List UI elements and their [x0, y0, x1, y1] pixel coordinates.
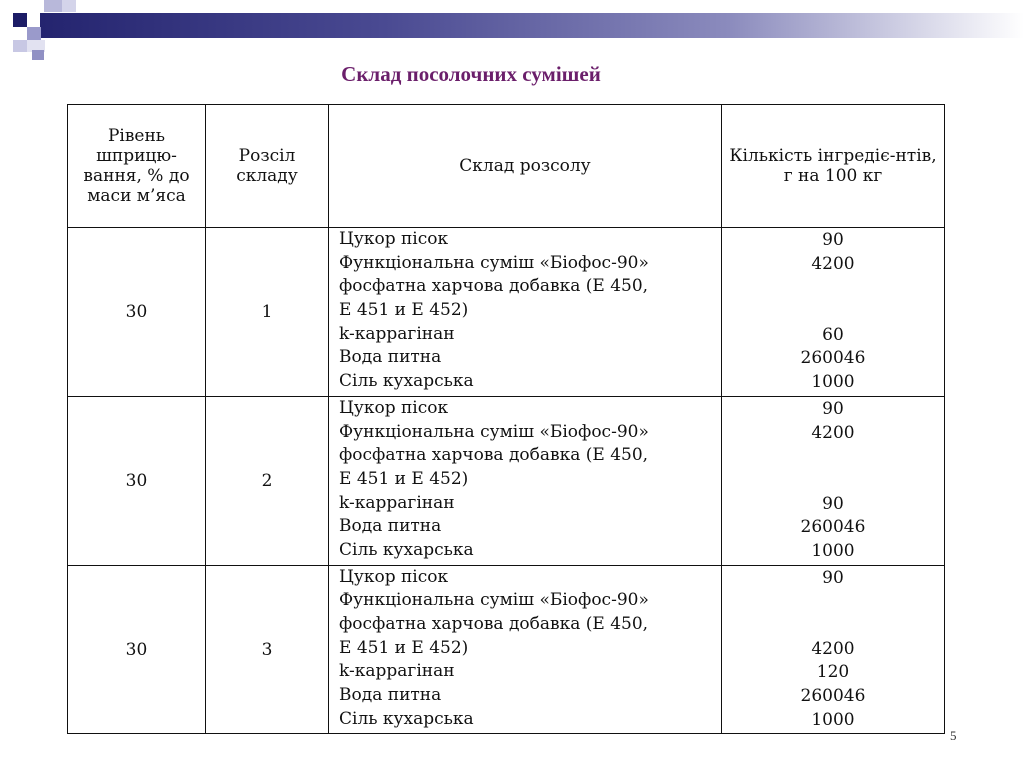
ingredient-amount: 4200: [811, 422, 855, 443]
ingredient-name: Функціональна суміш «Біофос-90»: [339, 252, 649, 273]
ingredient-name: k-каррагінан: [339, 323, 455, 344]
brine-composition-table: [67, 104, 945, 734]
ingredient-amount: 60: [822, 324, 844, 345]
ingredient-name: Сіль кухарська: [339, 708, 474, 729]
page-number: 5: [950, 728, 957, 743]
ingredient-amount: 120: [816, 662, 850, 683]
ingredient-name: Цукор пісок: [339, 229, 449, 249]
ingredient-name: Сіль кухарська: [339, 539, 474, 560]
ingredient-name: Е 451 и Е 452): [339, 468, 469, 489]
ingredient-name: Сіль кухарська: [339, 371, 474, 392]
ingredient-name: k-каррагінан: [339, 661, 455, 682]
slide-title: Склад посолочних сумішей: [341, 62, 601, 86]
ingredient-amount: 260046: [800, 686, 866, 707]
ingredient-amount: 90: [822, 230, 844, 250]
header-square-decoration: [62, 0, 76, 12]
header-square-decoration: [27, 27, 41, 40]
amount-cell: [722, 396, 945, 565]
ingredient-amount: [723, 276, 943, 300]
composition-cell: [329, 228, 722, 397]
header-square-decoration: [32, 50, 44, 60]
ingredient-name: Функціональна суміш «Біофос-90»: [339, 421, 649, 442]
ingredient-amount: 260046: [800, 348, 866, 369]
brine-composition-table-container: [67, 104, 944, 734]
ingredient-name: Вода питна: [339, 347, 442, 368]
ingredient-name: k-каррагінан: [339, 492, 455, 513]
header-square-decoration: [13, 13, 27, 27]
injection-level-cell: 30: [68, 228, 206, 397]
amount-cell: [722, 565, 945, 734]
ingredient-amount: 4200: [811, 638, 855, 659]
ingredient-name: Е 451 и Е 452): [339, 300, 469, 321]
table-row: [68, 228, 945, 397]
ingredient-amount: [723, 300, 943, 324]
header-ingredient-amount: Кількість інгредіє-нтів, г на 100 кг: [722, 105, 945, 228]
header-injection-level: Рівень шприцю-вання, % до маси м’яса: [68, 105, 206, 228]
header-square-decoration: [13, 40, 27, 52]
ingredient-amount: 90: [822, 398, 844, 419]
brine-number-cell: 1: [206, 228, 329, 397]
ingredient-name: Цукор пісок: [339, 566, 449, 587]
ingredient-amount: 1000: [811, 540, 855, 561]
ingredient-amount: 1000: [811, 372, 855, 393]
ingredient-amount: 90: [822, 493, 844, 514]
ingredient-name: фосфатна харчова добавка (Е 450,: [339, 276, 649, 297]
brine-number-cell: 3: [206, 565, 329, 734]
ingredient-name: Функціональна суміш «Біофос-90»: [339, 590, 649, 611]
ingredient-amount: [723, 469, 943, 493]
amount-cell: [722, 228, 945, 397]
ingredient-amount: [723, 590, 943, 614]
ingredient-amount: 90: [822, 567, 844, 588]
ingredient-amount: 4200: [811, 253, 855, 274]
ingredient-name: Цукор пісок: [339, 397, 449, 418]
ingredient-amount: 260046: [800, 517, 866, 538]
header-brine-composition: Склад розсолу: [329, 105, 722, 228]
ingredient-amount: 1000: [811, 709, 855, 730]
table-body: [68, 228, 945, 734]
header-square-decoration: [44, 0, 62, 12]
ingredient-name: фосфатна харчова добавка (Е 450,: [339, 445, 649, 466]
ingredient-amount: [723, 614, 943, 638]
ingredient-name: Вода питна: [339, 685, 442, 706]
table-header-row: [68, 105, 945, 228]
composition-cell: [329, 565, 722, 734]
ingredient-name: Е 451 и Е 452): [339, 637, 469, 658]
table-row: [68, 396, 945, 565]
ingredient-amount: [723, 445, 943, 469]
injection-level-cell: 30: [68, 396, 206, 565]
injection-level-cell: 30: [68, 565, 206, 734]
header-brine-number: Розсіл складу: [206, 105, 329, 228]
ingredient-name: фосфатна харчова добавка (Е 450,: [339, 614, 649, 634]
brine-number-cell: 2: [206, 396, 329, 565]
composition-cell: [329, 396, 722, 565]
header-gradient-bar: [40, 13, 1024, 38]
table-row: [68, 565, 945, 734]
ingredient-name: Вода питна: [339, 516, 442, 537]
